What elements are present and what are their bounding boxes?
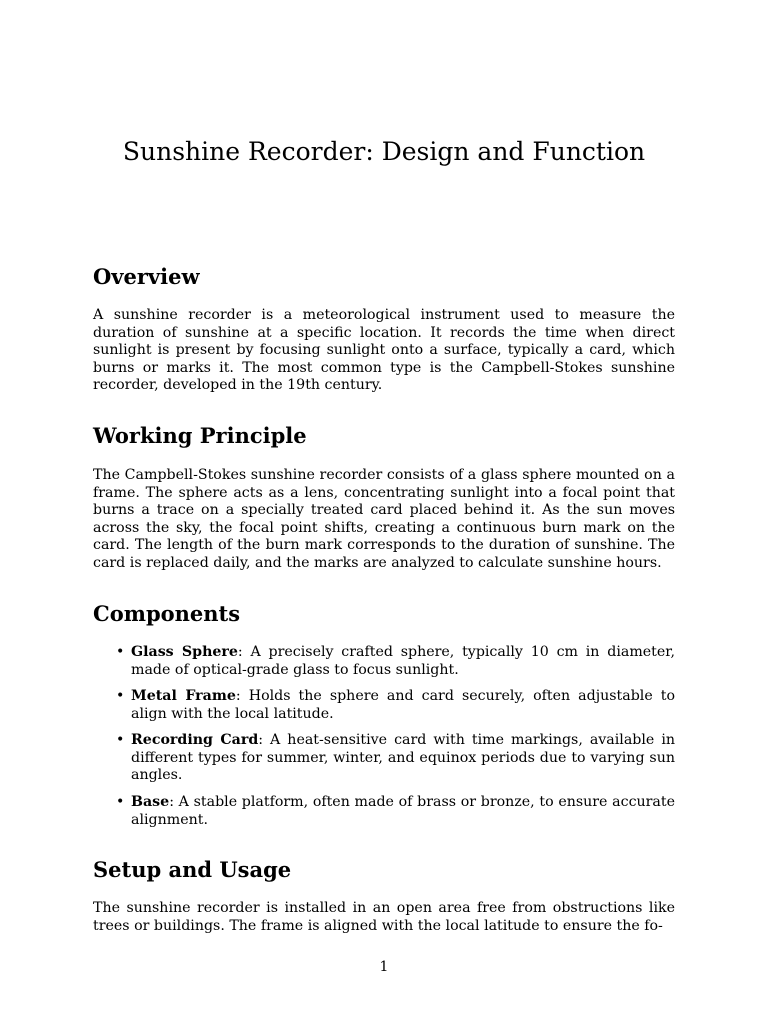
- section-heading-components: Components: [93, 601, 241, 626]
- list-item-text: : A heat-sensitive card with time markings, available in different types for summer, winter, and equinox periods due to varying sun angles.: [131, 732, 675, 784]
- section-heading-working-principle: Working Principle: [93, 423, 307, 448]
- document-title: Sunshine Recorder: Design and Function: [122, 137, 646, 166]
- list-item: [116, 794, 675, 829]
- list-item-term: Glass Sphere: [131, 644, 238, 660]
- bullet-icon: •: [116, 644, 125, 660]
- list-item-text: : Holds the sphere and card securely, often adjustable to align with the local latitude.: [131, 688, 675, 722]
- section-heading-setup-and-usage: Setup and Usage: [93, 857, 292, 882]
- bullet-icon: •: [116, 732, 125, 748]
- list-item: [116, 732, 675, 785]
- list-item-term: Metal Frame: [131, 688, 236, 704]
- section-heading-overview: Overview: [93, 264, 200, 289]
- list-item-text: : A stable platform, often made of brass or bronze, to ensure accurate alignment.: [131, 794, 675, 828]
- list-item-term: Recording Card: [131, 732, 259, 748]
- bullet-icon: •: [116, 688, 125, 704]
- setup-paragraph: The sunshine recorder is installed in an open area free from obstructions like trees or buildings. The frame is aligned with the local latitude to ensure the fo-: [93, 900, 675, 934]
- list-item-term: Base: [131, 794, 170, 810]
- list-item: [116, 688, 675, 723]
- overview-paragraph: A sunshine recorder is a meteorological instrument used to measure the duration of sunshine at a specific location. It records the time when direct sunlight is present by focusing sunlight onto a surface, typically a card, which burns or marks it. The most common type is the Campbell-Stokes sunshine recorder, developed in the 19th century.: [93, 307, 675, 394]
- bullet-icon: •: [116, 794, 125, 810]
- page-number: 1: [379, 959, 389, 975]
- list-item-text: : A precisely crafted sphere, typically 10 cm in diameter, made of optical-grade glass to focus sunlight.: [131, 644, 675, 678]
- list-item: [116, 644, 675, 679]
- working-principle-paragraph: The Campbell-Stokes sunshine recorder consists of a glass sphere mounted on a frame. The sphere acts as a lens, concentrating sunlight into a focal point that burns a trace on a specially treated card placed behind it. As the sun moves across the sky, the focal point shifts, creating a continuous burn mark on the card. The length of the burn mark corresponds to the duration of sunshine. The card is replaced daily, and the marks are analyzed to calculate sunshine hours.: [93, 467, 675, 571]
